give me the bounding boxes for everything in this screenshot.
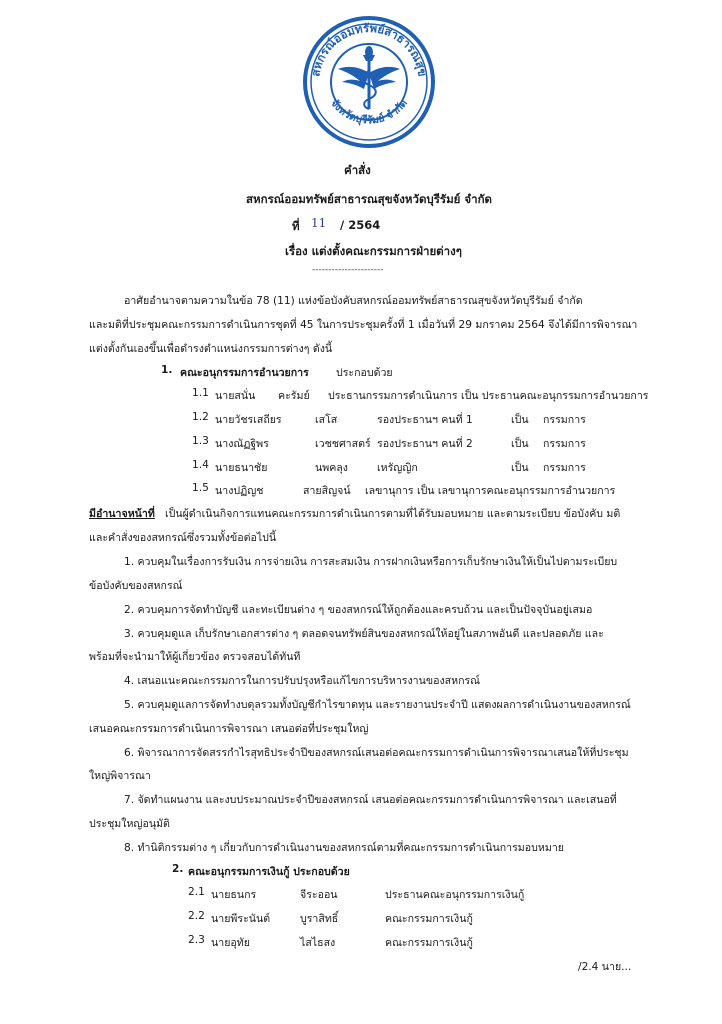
section1-heading-suffix: ประกอบด้วย	[336, 367, 393, 379]
duty-item-cont: เสนอคณะกรรมการดำเนินการพิจารณา เสนอต่อที่ประชุมใหญ่	[89, 723, 369, 735]
member-number: 1.4	[192, 459, 209, 471]
member-number: 2.1	[188, 886, 205, 898]
member-last-name: บูราสิทธิ์	[300, 913, 339, 925]
intro-line-1: อาศัยอำนาจตามความในข้อ 78 (11) แห่งข้อบังคับสหกรณ์ออมทรัพย์สาธารณสุขจังหวัดบุรีรัมย์ จำกัด	[124, 295, 583, 307]
continued-marker: /2.4 นาย...	[578, 961, 632, 973]
member-first-name: นายอุทัย	[211, 937, 250, 949]
section2-heading: คณะอนุกรรมการเงินกู้ ประกอบด้วย	[188, 866, 350, 878]
member-as: เป็น	[511, 462, 529, 474]
section1-number: 1.	[161, 364, 173, 376]
member-last-name: นพคลุง	[315, 462, 348, 474]
member-position: กรรมการ	[543, 414, 586, 426]
duty-label: มีอำนาจหน้าที่	[89, 508, 155, 520]
member-last-name: จีระออน	[300, 889, 338, 901]
order-year: / 2564	[340, 218, 381, 232]
duty-item: 3. ควบคุมดูแล เก็บรักษาเอกสารต่าง ๆ ตลอดจนทรัพย์สินของสหกรณ์ให้อยู่ในสภาพอันดี และปลอดภัย และ	[124, 628, 604, 640]
member-last-name: เวชชศาสตร์	[315, 438, 371, 450]
duty-item: 4. เสนอแนะคณะกรรมการในการปรับปรุงหรือแก้ไขการบริหารงานของสหกรณ์	[124, 675, 481, 687]
member-number: 2.2	[188, 910, 205, 922]
member-number: 1.5	[192, 482, 209, 494]
order-subject: เรื่อง แต่งตั้งคณะกรรมการฝ่ายต่างๆ	[285, 244, 462, 258]
intro-line-2: และมติที่ประชุมคณะกรรมการดำเนินการชุดที่ 45 ในการประชุมครั้งที่ 1 เมื่อวันที่ 29 มกราคม 2564 จึงได้มีการพิจารณา	[89, 319, 638, 331]
duty-item: 8. ทำนิติกรรมต่าง ๆ เกี่ยวกับการดำเนินงานของสหกรณ์ตามที่คณะกรรมการดำเนินการมอบหมาย	[124, 842, 564, 854]
duty-item: 1. ควบคุมในเรื่องการรับเงิน การจ่ายเงิน การสะสมเงิน การฝากเงินหรือการเก็บรักษาเงินให้เป็นไปตามระเบียบ	[124, 556, 618, 568]
member-number: 1.3	[192, 435, 209, 447]
handwritten-order-number: 11	[311, 216, 327, 230]
member-role: ประธานกรรมการดำเนินการ เป็น ประธานคณะอนุกรรมการอำนวยการ	[328, 390, 649, 402]
member-first-name: นายธนกร	[211, 889, 257, 901]
member-first-name: นางณัฏฐิพร	[215, 438, 269, 450]
member-role: ประธานคณะอนุกรรมการเงินกู้	[385, 889, 525, 901]
member-first-name: นายวัชรเสถียร	[215, 414, 282, 426]
duty-line-1: เป็นผู้ดำเนินกิจการแทนคณะกรรมการดำเนินการตามที่ได้รับมอบหมาย และตามระเบียบ ข้อบังคับ มติ	[165, 508, 621, 520]
duty-line-2: และคำสั่งของสหกรณ์ซึ่งรวมทั้งข้อต่อไปนี้	[89, 532, 277, 544]
member-as: เป็น	[511, 438, 529, 450]
section1-heading: คณะอนุกรรมการอำนวยการ	[180, 367, 309, 379]
member-first-name: นายธนาชัย	[215, 462, 268, 474]
member-last-name: เสโส	[315, 414, 338, 426]
duty-item-cont: ข้อบังคับของสหกรณ์	[89, 580, 183, 592]
member-role: คณะกรรมการเงินกู้	[385, 913, 473, 925]
member-number: 1.2	[192, 411, 209, 423]
member-last-name: คะรัมย์	[278, 390, 310, 402]
header-divider: ----------------------	[312, 265, 384, 275]
section2-number: 2.	[172, 863, 184, 875]
duty-item: 2. ควบคุมการจัดทำบัญชี และทะเบียนต่าง ๆ ของสหกรณ์ให้ถูกต้องและครบถ้วน และเป็นปัจจุบันอยู่เสมอ	[124, 604, 593, 616]
seal-ring-text-bottom: จังหวัดบุรีรัมย์ จำกัด	[328, 97, 410, 127]
cooperative-seal-logo	[302, 15, 436, 149]
member-first-name: นายพีระนันต์	[211, 913, 271, 925]
member-role: คณะกรรมการเงินกู้	[385, 937, 473, 949]
member-number: 2.3	[188, 934, 205, 946]
member-role: เลขานุการ เป็น เลขานุการคณะอนุกรรมการอำนวยการ	[365, 485, 616, 497]
duty-item-cont: พร้อมที่จะนำมาให้ผู้เกี่ยวข้อง ตรวจสอบได้ทันที	[89, 651, 301, 663]
duty-item: 6. พิจารณาการจัดสรรกำไรสุทธิประจำปีของสหกรณ์เสนอต่อคณะกรรมการดำเนินการพิจารณาเสนอให้ที่ประชุม	[124, 747, 629, 759]
member-role: รองประธานฯ คนที่ 2	[377, 438, 473, 450]
duty-item-cont: ใหญ่พิจารณา	[89, 770, 151, 782]
member-last-name: ไสไธสง	[300, 937, 336, 949]
intro-line-3: แต่งตั้งกันเองขึ้นเพื่อดำรงตำแหน่งกรรมการต่างๆ ดังนี้	[89, 343, 333, 355]
member-role: รองประธานฯ คนที่ 1	[377, 414, 473, 426]
member-first-name: นายสนั่น	[215, 390, 256, 402]
member-first-name: นางปฏิญช	[215, 485, 264, 497]
duty-item: 5. ควบคุมดูแลการจัดทำงบดุลรวมทั้งบัญชีกำไรขาดทุน และรายงานประจำปี แสดงผลการดำเนินงานของสหกรณ์	[124, 699, 631, 711]
member-position: กรรมการ	[543, 438, 586, 450]
member-as: เป็น	[511, 414, 529, 426]
member-last-name: สายสิญจน์	[303, 485, 351, 497]
seal-ring-text-top: สหกรณ์ออมทรัพย์สาธารณสุข	[308, 20, 430, 78]
member-number: 1.1	[192, 387, 209, 399]
duty-item: 7. จัดทำแผนงาน และงบประมาณประจำปีของสหกรณ์ เสนอต่อคณะกรรมการดำเนินการพิจารณา และเสนอที่	[124, 794, 617, 806]
member-position: กรรมการ	[543, 462, 586, 474]
order-number-label: ที่	[292, 219, 300, 233]
duty-item-cont: ประชุมใหญ่อนุมัติ	[89, 818, 170, 830]
member-role: เหรัญญิก	[377, 462, 418, 474]
organization-name: สหกรณ์ออมทรัพย์สาธารณสุขจังหวัดบุรีรัมย์ จำกัด	[246, 192, 493, 206]
order-title: คำสั่ง	[344, 163, 371, 177]
